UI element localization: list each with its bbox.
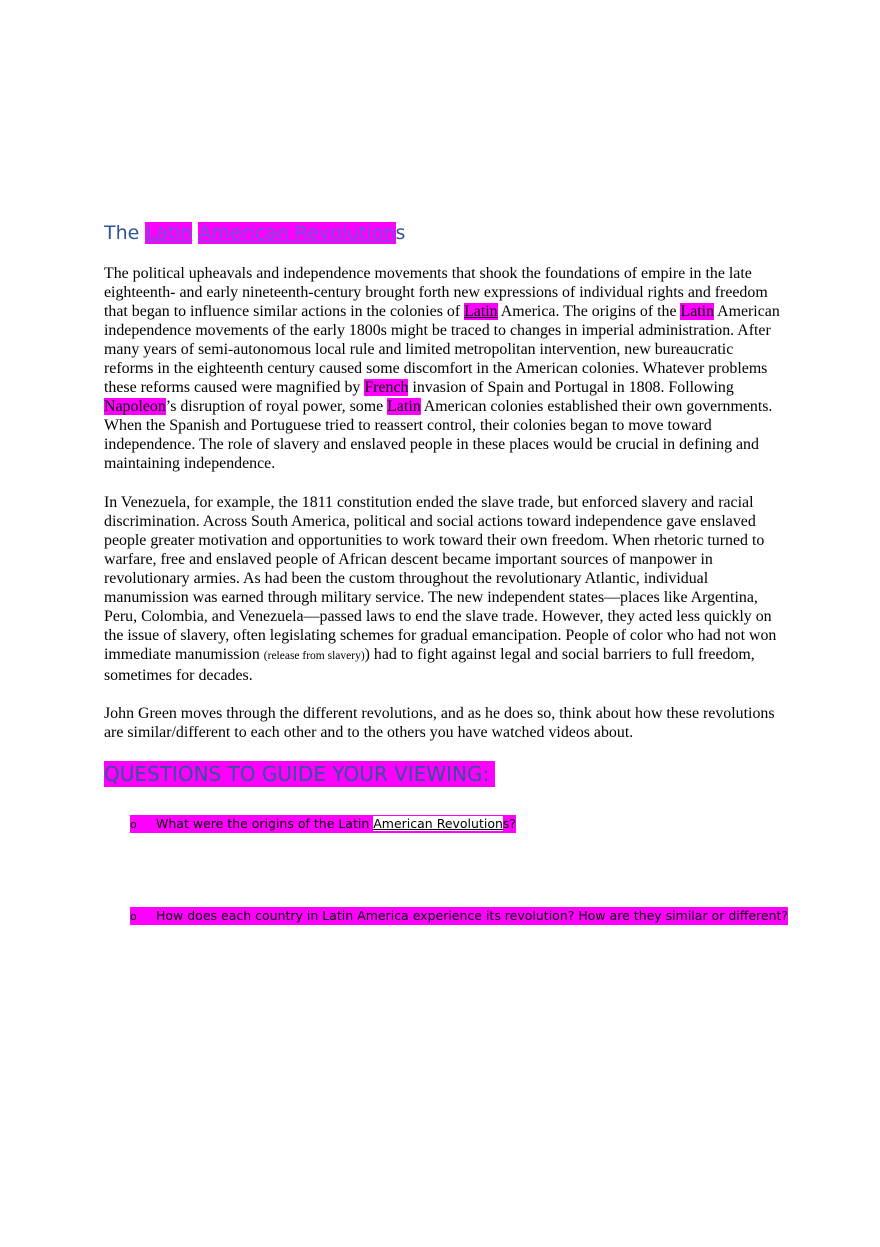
p1-highlight-napoleon: Napoleon bbox=[104, 398, 166, 415]
p1-text-e: ’s disruption of royal power, some bbox=[165, 398, 388, 415]
intro-paragraph bbox=[104, 264, 780, 473]
p2-small-note: (release from slavery) bbox=[263, 650, 365, 662]
title-link-american-revolution[interactable]: American Revolution bbox=[198, 222, 396, 244]
p1-highlight-french: French bbox=[364, 379, 409, 396]
question-2-text: How does each country in Latin America experience its revolution? How are they similar or different? bbox=[156, 908, 789, 923]
p1-text-f: American colonies established their own governments. When the Spanish and Portuguese tried to reassert control, their colonies began to move toward independence. The role of slavery and enslaved people in these places would be crucial in defining and maintaining independence. bbox=[104, 398, 773, 472]
p2-text-a: In Venezuela, for example, the 1811 constitution ended the slave trade, but enforced slavery and racial discrimination. Across South America, political and social actions toward independence gave enslaved people greater motivation and opportunities to work toward their own freedom. When rhetoric turned to warfare, free and enslaved people of African descent became important sources of manpower in revolutionary armies. As had been the custom throughout the revolutionary Atlantic, individual manumission was earned through military service. The new independent states—places like Argentina, Peru, Colombia, and Venezuela—passed laws to end the slave trade. However, they acted less quickly on the issue of slavery, often legislating schemes for gradual emancipation. People of color who had not won immediate manumission bbox=[104, 494, 777, 663]
question-1 bbox=[130, 815, 516, 833]
title-link-latin[interactable]: Latin bbox=[145, 222, 193, 244]
title-suffix: s bbox=[395, 222, 406, 244]
question-1-text-c: s? bbox=[502, 816, 517, 831]
venezuela-paragraph bbox=[104, 493, 780, 685]
john-green-paragraph: John Green moves through the different revolutions, and as he does so, think about how these revolutions are similar/different to each other and to the others you have watched videos about. bbox=[104, 705, 775, 741]
p1-highlight-latin-3: Latin bbox=[387, 398, 421, 415]
p2-text-b: ) had to fight against legal and social barriers to full freedom, sometimes for decades. bbox=[104, 646, 755, 684]
p1-text-a: The political upheavals and independence movements that shook the foundations of empire in the late eighteenth- and early nineteenth-century brought forth new expressions of individual rights and freedom that began to influence similar actions in the colonies of bbox=[104, 265, 768, 320]
question-2 bbox=[130, 907, 788, 925]
p1-highlight-latin-1: Latin bbox=[464, 303, 498, 320]
questions-heading: QUESTIONS TO GUIDE YOUR VIEWING: bbox=[104, 761, 495, 787]
question-1-text-b: American Revolution bbox=[373, 816, 503, 831]
p1-text-d: invasion of Spain and Portugal in 1808. Following bbox=[408, 379, 734, 396]
document-title bbox=[104, 220, 405, 246]
p1-highlight-latin-2: Latin bbox=[680, 303, 715, 320]
p1-text-c: American independence movements of the early 1800s might be traced to changes in imperial administration. After many years of semi-autonomous local rule and limited metropolitan intervention, new bureaucratic reforms in the eighteenth century caused some discomfort in the American colonies. Whatever problems these reforms caused were magnified by bbox=[104, 303, 780, 396]
title-prefix: The bbox=[104, 222, 146, 244]
question-1-text-a: What were the origins of the Latin bbox=[156, 816, 374, 831]
bullet-icon: o bbox=[130, 910, 137, 923]
p1-text-b: America. The origins of the bbox=[497, 303, 681, 320]
bullet-icon: o bbox=[130, 818, 137, 831]
